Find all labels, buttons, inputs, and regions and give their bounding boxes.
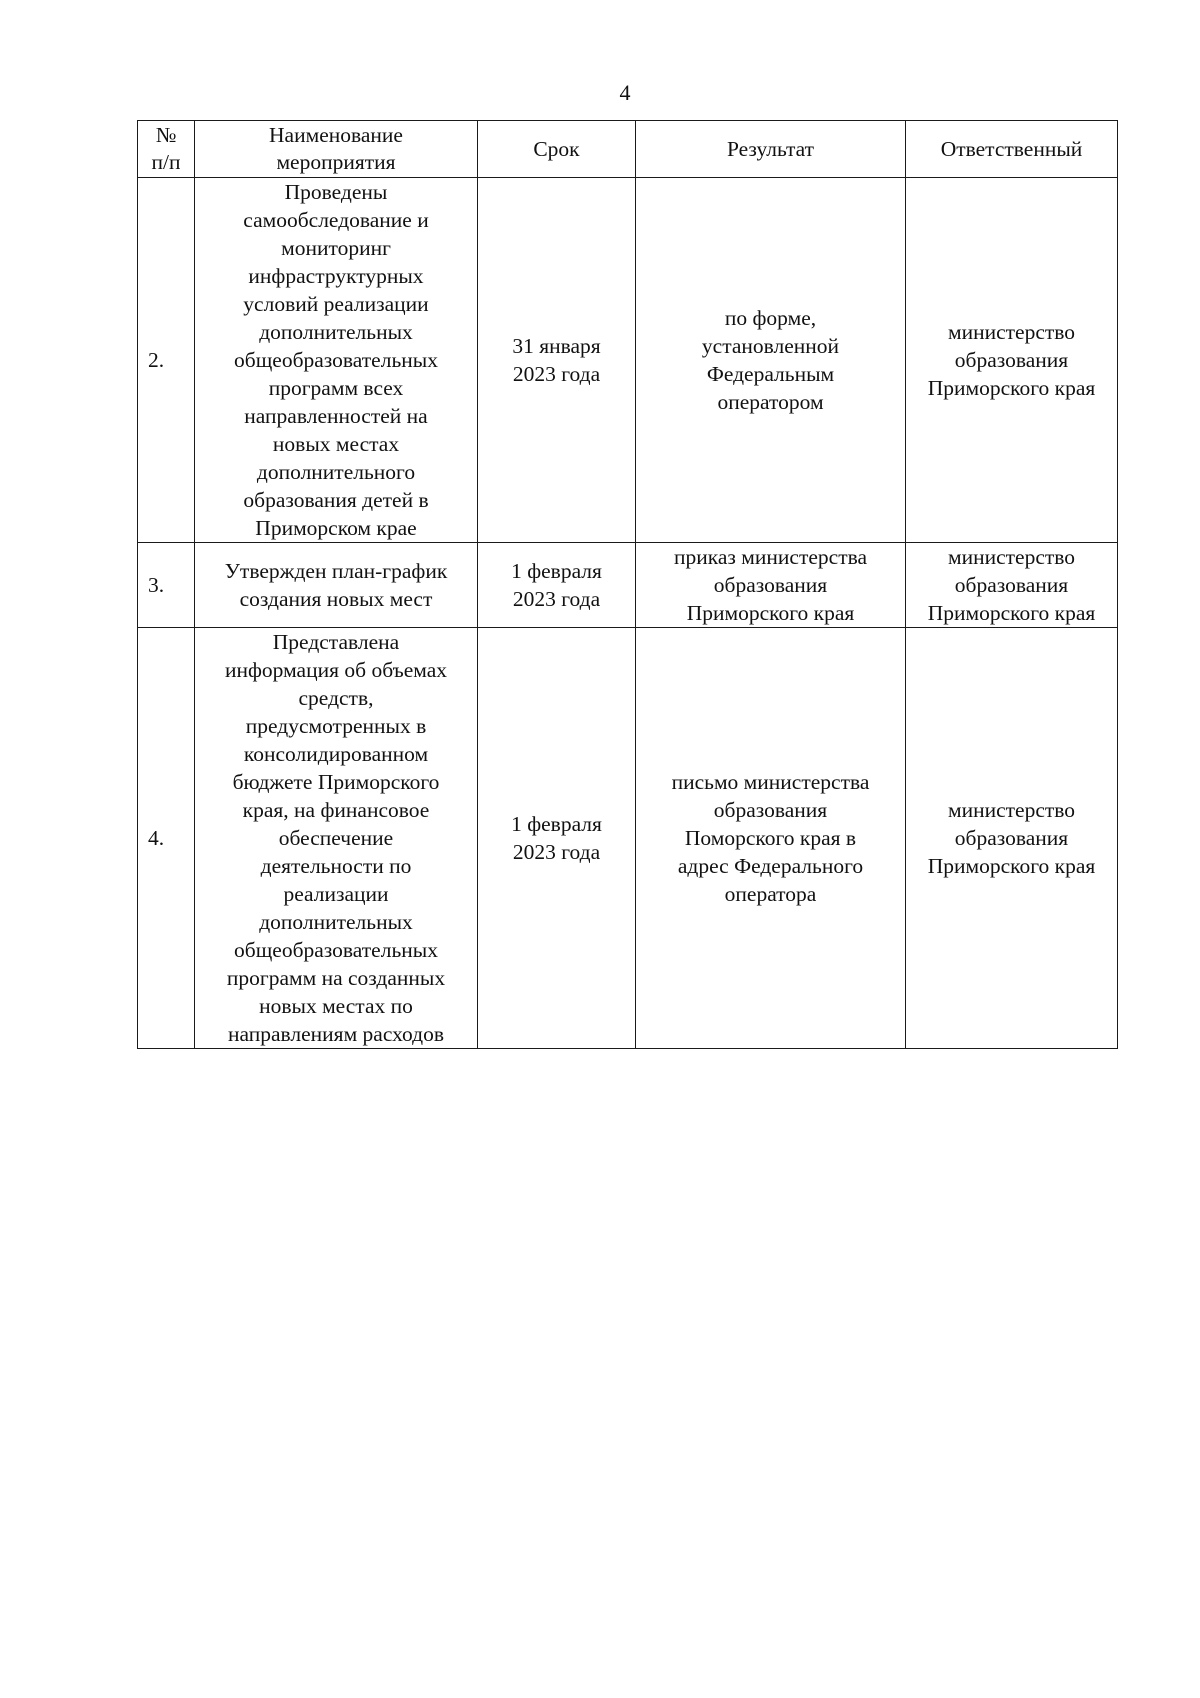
table-row	[138, 543, 1118, 628]
row-num: 2.	[138, 178, 195, 543]
header-num: № п/п	[138, 121, 195, 178]
row-name: Проведены самообследование и мониторинг инфраструктурных условий реализации дополнительных общеобразовательных программ всех направленностей на новых местах дополнительного образования детей в Приморском крае	[195, 178, 478, 543]
row-responsible: министерство образования Приморского края	[906, 178, 1118, 543]
row-num: 4.	[138, 628, 195, 1049]
table-header	[138, 121, 1118, 178]
row-result: по форме, установленной Федеральным оператором	[636, 178, 906, 543]
row-term: 31 января 2023 года	[478, 178, 636, 543]
table-row	[138, 628, 1118, 1049]
row-term: 1 февраля 2023 года	[478, 543, 636, 628]
row-responsible: министерство образования Приморского края	[906, 543, 1118, 628]
page-number: 4	[619, 80, 631, 105]
row-result: письмо министерства образования Поморского края в адрес Федерального оператора	[636, 628, 906, 1049]
table-row	[138, 178, 1118, 543]
row-name: Утвержден план-график создания новых мест	[195, 543, 478, 628]
row-result: приказ министерства образования Приморского края	[636, 543, 906, 628]
row-name: Представлена информация об объемах средств, предусмотренных в консолидированном бюджете Приморского края, на финансовое обеспечение деятельности по реализации дополнительных общеобразовательных программ на созданных новых местах по направлениям расходов	[195, 628, 478, 1049]
row-num: 3.	[138, 543, 195, 628]
header-responsible: Ответственный	[906, 121, 1118, 178]
header-row	[138, 121, 1118, 178]
activities-table	[137, 120, 1118, 1049]
row-term: 1 февраля 2023 года	[478, 628, 636, 1049]
table-body	[138, 178, 1118, 1049]
header-name: Наименование мероприятия	[195, 121, 478, 178]
row-responsible: министерство образования Приморского края	[906, 628, 1118, 1049]
header-result: Результат	[636, 121, 906, 178]
header-term: Срок	[478, 121, 636, 178]
